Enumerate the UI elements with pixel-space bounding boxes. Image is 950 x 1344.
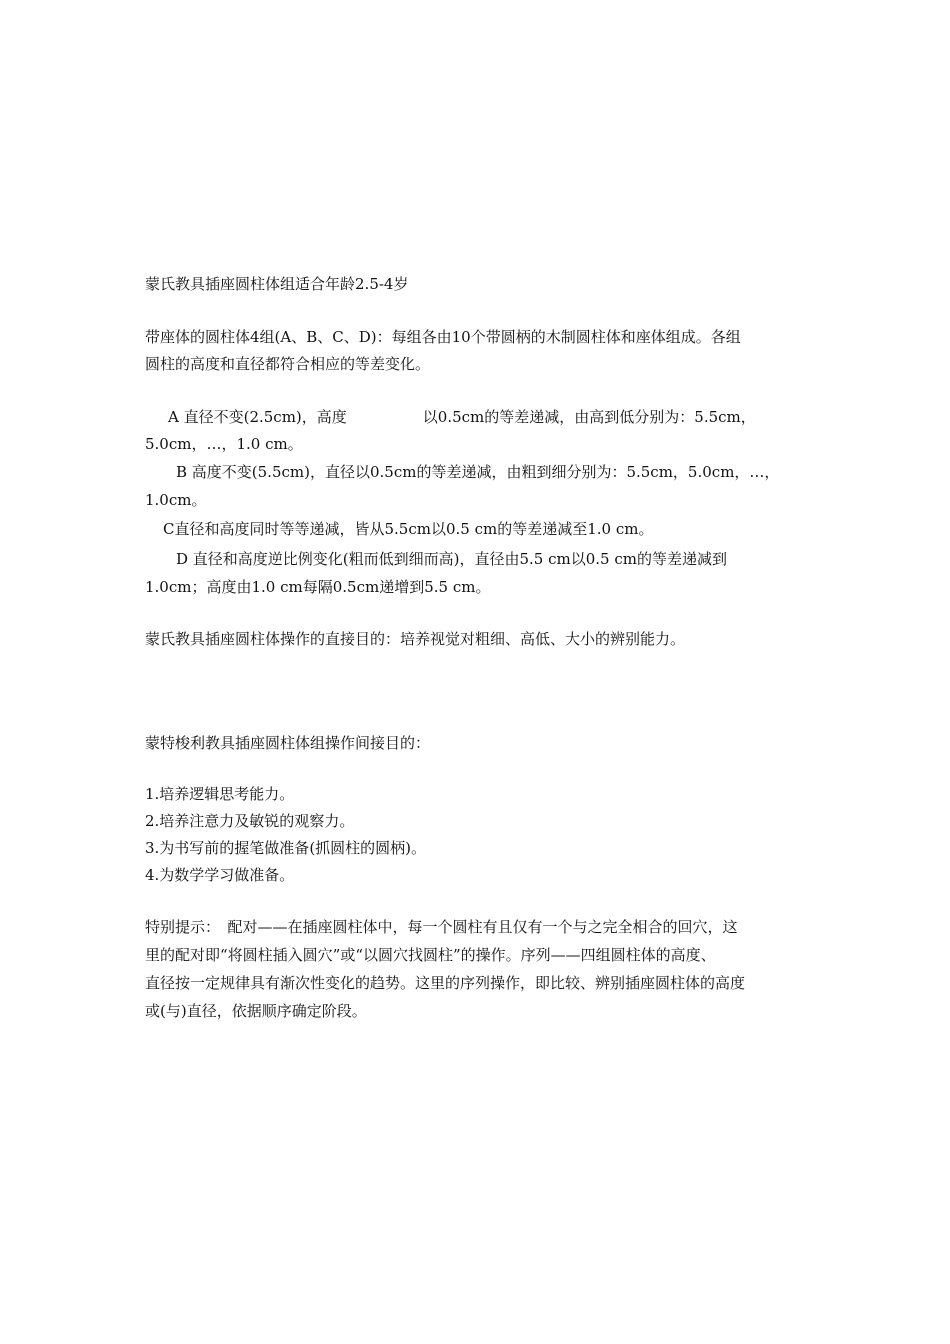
group-a-text-part-1: A 直径不变(2.5cm)，高度 xyxy=(168,408,347,426)
special-note-line-2: 里的配对即“将圆柱插入圆穴”或“以圆穴找圆柱”的操作。序列——四组圆柱体的高度、 xyxy=(145,946,716,964)
indirect-purpose-heading: 蒙特梭利教具插座圆柱体组操作间接目的： xyxy=(145,734,431,752)
intro-line-1: 带座体的圆柱体4组(A、B、C、D)：每组各由10个带圆柄的木制圆柱体和座体组成。各组 xyxy=(145,328,741,346)
group-a-line-1 xyxy=(168,407,756,429)
special-note-line-1: 特别提示： 配对——在插座圆柱体中，每一个圆柱有且仅有一个与之完全相合的回穴，这 xyxy=(145,918,738,936)
indirect-item-1: 1.培养逻辑思考能力。 xyxy=(145,785,295,803)
special-note-line-4: 或(与)直径，依据顺序确定阶段。 xyxy=(145,1002,367,1020)
indirect-item-4: 4.为数学学习做准备。 xyxy=(145,866,295,884)
group-b-line-1: B 高度不变(5.5cm)，直径以0.5cm的等差递减，由粗到细分别为：5.5cm，5.0cm，…， xyxy=(176,463,780,481)
indirect-item-2: 2.培养注意力及敏锐的观察力。 xyxy=(145,812,355,830)
document-title: 蒙氏教具插座圆柱体组适合年龄2.5-4岁 xyxy=(145,275,409,293)
direct-purpose: 蒙氏教具插座圆柱体操作的直接目的：培养视觉对粗细、高低、大小的辨别能力。 xyxy=(145,630,686,648)
special-note-line-3: 直径按一定规律具有渐次性变化的趋势。这里的序列操作，即比较、辨别插座圆柱体的高度 xyxy=(145,974,746,992)
group-c-line-1: C直径和高度同时等等递减，皆从5.5cm以0.5 cm的等差递减至1.0 cm。 xyxy=(163,520,654,538)
indirect-item-3: 3.为书写前的握笔做准备(抓圆柱的圆柄)。 xyxy=(145,839,427,857)
group-d-line-1: D 直径和高度逆比例变化(粗而低到细而高)，直径由5.5 cm以0.5 cm的等差递减到 xyxy=(176,550,727,568)
group-a-text-part-2: 以0.5cm的等差递减，由高到低分别为：5.5cm， xyxy=(422,408,756,426)
intro-line-2: 圆柱的高度和直径都符合相应的等差变化。 xyxy=(145,355,431,373)
group-d-line-2: 1.0cm；高度由1.0 cm每隔0.5cm递增到5.5 cm。 xyxy=(145,578,491,596)
group-a-line-2: 5.0cm，…，1.0 cm。 xyxy=(145,435,303,453)
group-b-line-2: 1.0cm。 xyxy=(145,491,207,509)
